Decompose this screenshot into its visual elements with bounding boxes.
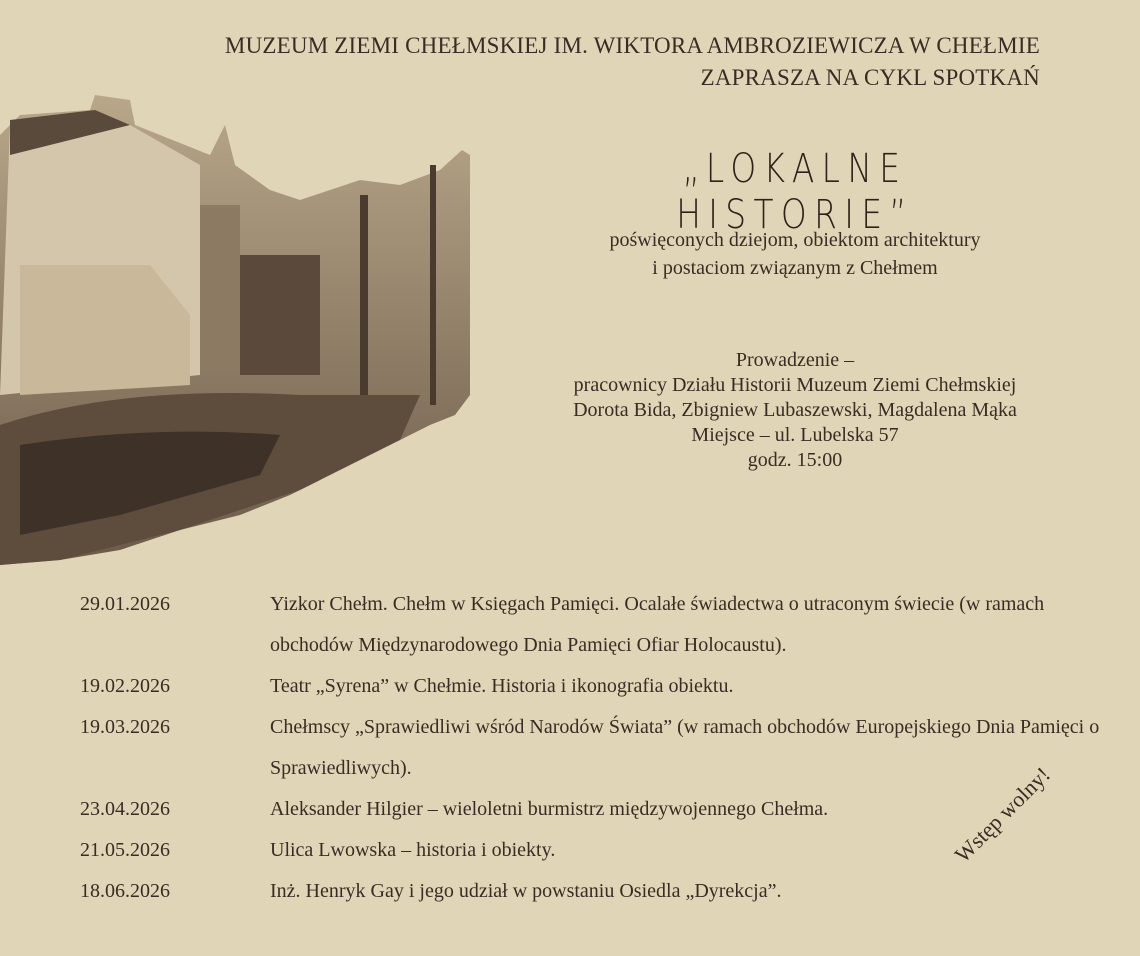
- lead-names: Dorota Bida, Zbigniew Lubaszewski, Magdalena Mąka: [573, 399, 1017, 421]
- historic-street-photo: [0, 95, 475, 565]
- schedule-date: 23.04.2026: [80, 798, 170, 820]
- schedule-row: [80, 584, 1110, 666]
- lead-label: Prowadzenie –: [735, 349, 855, 371]
- schedule-date: 21.05.2026: [80, 839, 170, 861]
- schedule-topic: Teatr „Syrena” w Chełmie. Historia i ikonografia obiektu.: [270, 675, 734, 697]
- lead-team: pracownicy Działu Historii Muzeum Ziemi Chełmskiej: [573, 374, 1017, 396]
- schedule-topic: Ulica Lwowska – historia i obiekty.: [270, 839, 556, 861]
- schedule-date: 18.06.2026: [80, 880, 170, 902]
- schedule-row: [80, 871, 1110, 912]
- schedule-topic: Inż. Henryk Gay i jego udział w powstaniu Osiedla „Dyrekcja”.: [270, 880, 782, 902]
- schedule-date: 19.02.2026: [80, 675, 170, 697]
- event-place: Miejsce – ul. Lubelska 57: [691, 424, 899, 446]
- header-line-2: ZAPRASZA NA CYKL SPOTKAŃ: [700, 65, 1040, 90]
- header-line-1: MUZEUM ZIEMI CHEŁMSKIEJ IM. WIKTORA AMBROZIEWICZA W CHEŁMIE: [224, 33, 1040, 58]
- free-entry-note: Wstęp wolny!: [949, 761, 1055, 868]
- event-info: [520, 348, 1070, 473]
- schedule-topic: Yizkor Chełm. Chełm w Księgach Pamięci. Ocalałe świadectwa o utraconym świecie (w ramach obchodów Międzynarodowego Dnia Pamięci Ofiar Holocaustu).: [270, 593, 1045, 656]
- subtitle: [520, 226, 1070, 282]
- schedule-row: [80, 666, 1110, 707]
- schedule-topic: Aleksander Hilgier – wieloletni burmistrz międzywojennego Chełma.: [270, 798, 829, 820]
- schedule-list: [80, 584, 1110, 912]
- schedule-date: 19.03.2026: [80, 716, 170, 738]
- schedule-date: 29.01.2026: [80, 593, 170, 615]
- event-time: godz. 15:00: [747, 449, 843, 471]
- schedule-topic: Chełmscy „Sprawiedliwi wśród Narodów Świata” (w ramach obchodów Europejskiego Dnia Pamięci o Sprawiedliwych).: [270, 716, 1100, 779]
- subtitle-line-2: i postaciom związanym z Chełmem: [652, 257, 938, 279]
- schedule-row: [80, 789, 1110, 830]
- schedule-row: [80, 707, 1110, 789]
- header: [225, 30, 1040, 94]
- event-title: „LOKALNE HISTORIE”: [676, 146, 914, 238]
- subtitle-line-1: poświęconych dziejom, obiektom architektury: [609, 229, 981, 251]
